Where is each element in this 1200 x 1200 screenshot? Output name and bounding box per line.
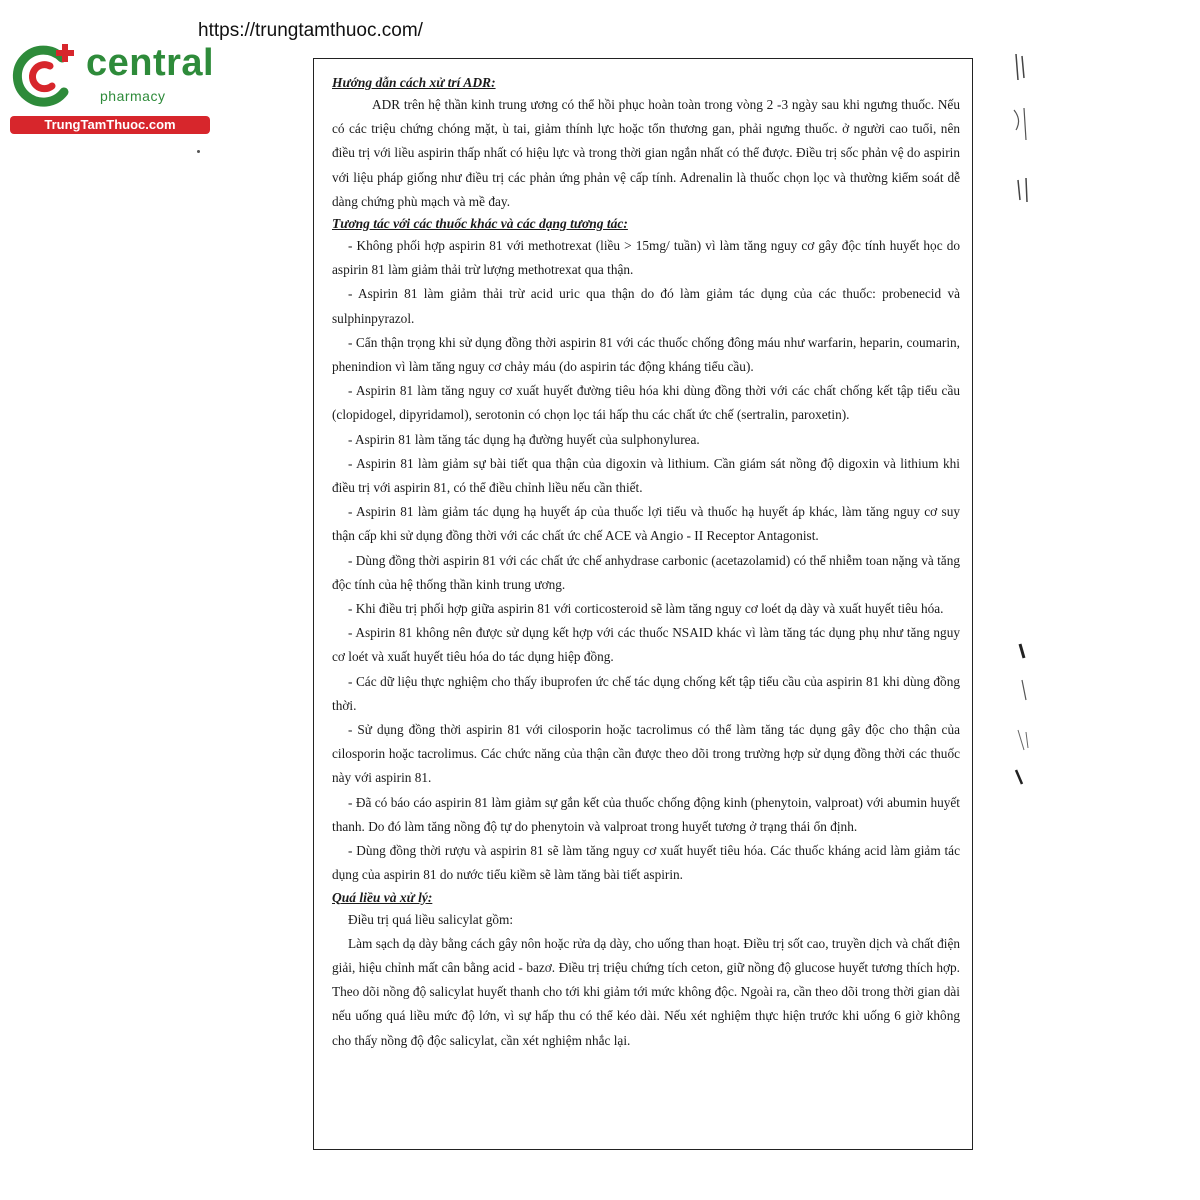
interaction-item: - Đã có báo cáo aspirin 81 làm giảm sự gắn kết của thuốc chống động kinh (phenytoin, valproat) với abumin huyết thanh. Do đó làm tăng nồng độ tự do phenytoin và valproat trong huyết tương ở trạng thái ổn định. — [332, 794, 960, 834]
interaction-item: - Aspirin 81 làm giảm sự bài tiết qua thận của digoxin và lithium. Cần giám sát nồng độ digoxin và lithium khi điều trị với aspirin 81, có thể điều chỉnh liều nếu cần thiết. — [332, 455, 960, 496]
overdose-intro: Điều trị quá liều salicylat gồm: — [348, 911, 514, 927]
source-url[interactable]: https://trungtamthuoc.com/ — [198, 20, 423, 41]
interaction-item: - Aspirin 81 làm tăng nguy cơ xuất huyết đường tiêu hóa khi dùng đồng thời với các chất chống kết tập tiểu cầu (clopidogel, dipyridamol), serotonin có chọn lọc tái hấp thu các chất ức chế (sertralin, paroxetin). — [332, 383, 960, 423]
margin-handwritten-marks-lower — [1008, 640, 1048, 790]
overdose-paragraph: Làm sạch dạ dày bằng cách gây nôn hoặc rửa dạ dày, cho uống than hoạt. Điều trị sốt cao, truyền dịch và chất điện giải, hiệu chỉnh mất cân bằng acid - bazơ. Điều trị triệu chứng tích ceton, giữ nồng độ glucose huyết tương thích hợp. Theo dõi nồng độ salicylat huyết thanh cho tới khi giảm tới mức không độc. Ngoài ra, cần theo dõi trong thời gian dài nếu uống quá liều mức độ lớn, vì sự hấp thu có thể kéo dài. Nếu xét nghiệm thực hiện trước khi uống 6 giờ không cho thấy nồng độ độc salicylat, cần xét nghiệm nhắc lại. — [332, 935, 960, 1048]
document-page — [313, 58, 973, 1150]
interaction-item: - Các dữ liệu thực nghiệm cho thấy ibuprofen ức chế tác dụng chống kết tập tiểu cầu của aspirin 81 khi dùng đồng thời. — [332, 673, 960, 713]
interaction-item: - Aspirin 81 làm tăng tác dụng hạ đường huyết của sulphonylurea. — [348, 431, 700, 447]
interactions-list — [332, 234, 960, 887]
interaction-item: - Dùng đồng thời rượu và aspirin 81 sẽ làm tăng nguy cơ xuất huyết tiêu hóa. Các thuốc kháng acid làm giảm tác dụng của aspirin 81 do nước tiểu kiềm sẽ làm tăng bài tiết aspirin. — [332, 843, 960, 883]
adr-paragraph: ADR trên hệ thần kinh trung ương có thể hồi phục hoàn toàn trong vòng 2 -3 ngày sau khi ngưng thuốc. Nếu có các triệu chứng chóng mặt, ù tai, giảm thính lực hoặc tổn thương gan, phải ngưng thuốc. ở người cao tuổi, nên điều trị với liều aspirin thấp nhất có hiệu lực và trong thời gian ngắn nhất có thể được. Điều trị sốc phản vệ do aspirin với liệu pháp giống như điều trị các phản ứng phản vệ cấp tính. Adrenalin là thuốc chọn lọc và thường kiểm soát dễ dàng chứng phù mạch và mề đay. — [332, 97, 960, 209]
overdose-section-title: Quá liều và xử lý: — [332, 889, 433, 905]
interaction-item: - Aspirin 81 không nên được sử dụng kết hợp với các thuốc NSAID khác vì làm tăng tác dụng phụ như tăng nguy cơ loét và xuất huyết tiêu hóa do tác dụng hiệp đồng. — [332, 625, 960, 665]
interactions-section-title: Tương tác với các thuốc khác và các dạng tương tác: — [332, 216, 628, 232]
interaction-item: - Aspirin 81 làm giảm tác dụng hạ huyết áp của thuốc lợi tiểu và thuốc hạ huyết áp khác, làm tăng nguy cơ suy thận cấp khi sử dụng đồng thời với các chất ức chế ACE và Angio - II Receptor Antagonist. — [332, 504, 960, 544]
logo-banner: TrungTamThuoc.com — [10, 116, 210, 134]
interaction-item: - Aspirin 81 làm giảm thải trừ acid uric qua thận do đó làm giảm tác dụng của các thuốc: probenecid và sulphinpyrazol. — [332, 286, 960, 326]
central-pharmacy-logo[interactable] — [10, 38, 215, 138]
interaction-item: - Sử dụng đồng thời aspirin 81 với cilosporin hoặc tacrolimus có thể làm tăng tác dụng gây độc cho thận của cilosporin hoặc tacrolimus. Các chức năng của thận cần được theo dõi trong trường hợp sử dụng đồng thời các thuốc này với aspirin 81. — [332, 722, 960, 786]
interaction-item: - Khi điều trị phối hợp giữa aspirin 81 với corticosteroid sẽ làm tăng nguy cơ loét dạ dày và xuất huyết tiêu hóa. — [348, 601, 944, 617]
adr-section-title: Hướng dẫn cách xử trí ADR: — [332, 75, 496, 90]
interaction-item: - Cẩn thận trọng khi sử dụng đồng thời aspirin 81 với các thuốc chống đông máu như warfarin, heparin, coumarin, phenindion vì làm tăng nguy cơ chảy máu (do aspirin tác động kháng tiểu cầu). — [332, 334, 960, 375]
margin-handwritten-marks — [1008, 50, 1048, 210]
scan-speck — [197, 150, 200, 153]
logo-sub-text: pharmacy — [100, 88, 166, 104]
interaction-item: - Dùng đồng thời aspirin 81 với các chất ức chế anhydrase carbonic (acetazolamid) có thể nhiễm toan nặng và tăng độc tính của hệ thống thần kinh trung ương. — [332, 552, 960, 592]
logo-brand-text: central — [86, 42, 215, 84]
central-pharmacy-logo-icon — [10, 40, 82, 112]
interaction-item: - Không phối hợp aspirin 81 với methotrexat (liều > 15mg/ tuần) vì làm tăng nguy cơ gây độc tính huyết học do aspirin 81 làm giảm thải trừ lượng methotrexat qua thận. — [332, 238, 960, 278]
